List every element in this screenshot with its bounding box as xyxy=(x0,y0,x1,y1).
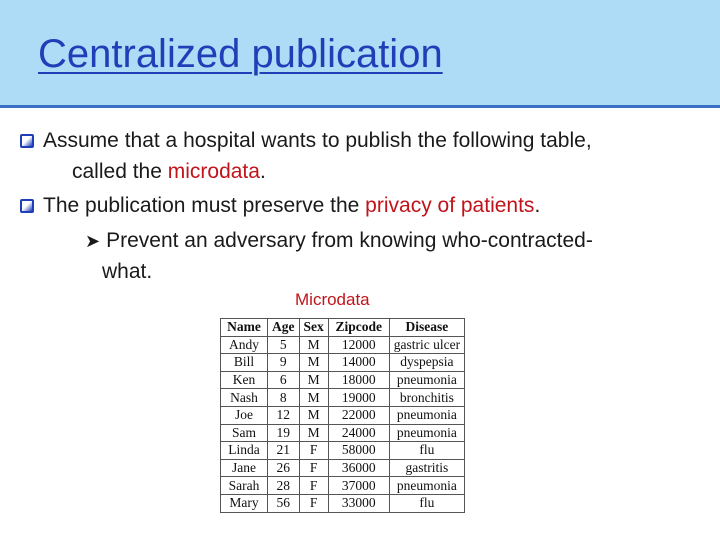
table-cell: F xyxy=(299,494,328,512)
table-cell: 24000 xyxy=(328,424,389,442)
table-cell: 8 xyxy=(268,389,300,407)
table-cell: flu xyxy=(389,494,464,512)
table-cell: 58000 xyxy=(328,442,389,460)
table-cell: Sarah xyxy=(221,477,268,495)
privacy-highlight: privacy of patients xyxy=(365,194,535,217)
bullet-1-line-2 xyxy=(72,157,266,186)
table-cell: gastritis xyxy=(389,459,464,477)
bullet-1-suffix: . xyxy=(259,160,266,183)
table-row xyxy=(221,354,465,372)
bullet-1-prefix: called the xyxy=(72,160,168,183)
table-cell: F xyxy=(299,477,328,495)
table-cell: bronchitis xyxy=(389,389,464,407)
table-cell: M xyxy=(299,389,328,407)
table-cell: 12 xyxy=(268,406,300,424)
slide-title: Centralized publication xyxy=(38,32,443,76)
bullet-1 xyxy=(20,126,592,155)
table-cell: flu xyxy=(389,442,464,460)
table-cell: 26 xyxy=(268,459,300,477)
table-cell: 5 xyxy=(268,336,300,354)
checkbox-bullet-icon xyxy=(20,134,34,148)
table-cell: 21 xyxy=(268,442,300,460)
table-cell: M xyxy=(299,371,328,389)
bullet-1-line-1: Assume that a hospital wants to publish the following table, xyxy=(43,129,592,152)
table-row xyxy=(221,424,465,442)
table-cell: 37000 xyxy=(328,477,389,495)
table-header-row xyxy=(221,319,465,337)
microdata-highlight: microdata xyxy=(167,160,260,183)
table-row xyxy=(221,494,465,512)
column-header: Age xyxy=(268,319,300,337)
table-cell: M xyxy=(299,354,328,372)
table-cell: Joe xyxy=(221,406,268,424)
table-row xyxy=(221,371,465,389)
sub-bullet-line-2: what. xyxy=(102,260,153,283)
table-cell: 19 xyxy=(268,424,300,442)
table-cell: 18000 xyxy=(328,371,389,389)
table-cell: Jane xyxy=(221,459,268,477)
table-cell: 6 xyxy=(268,371,300,389)
table-caption: Microdata xyxy=(295,290,370,309)
column-header: Name xyxy=(221,319,268,337)
table-row xyxy=(221,389,465,407)
sub-bullet-line-1: Prevent an adversary from knowing who-contracted- xyxy=(106,229,593,252)
table-cell: Ken xyxy=(221,371,268,389)
table-cell: 33000 xyxy=(328,494,389,512)
table-cell: 19000 xyxy=(328,389,389,407)
table-row xyxy=(221,406,465,424)
table-cell: Andy xyxy=(221,336,268,354)
table-cell: 22000 xyxy=(328,406,389,424)
table-cell: M xyxy=(299,424,328,442)
bullet-2-suffix: . xyxy=(534,194,541,217)
table-cell: M xyxy=(299,336,328,354)
microdata-table xyxy=(220,318,465,513)
table-cell: 28 xyxy=(268,477,300,495)
arrow-bullet-icon: ➤ xyxy=(85,231,101,251)
table-cell: pneumonia xyxy=(389,477,464,495)
table-row xyxy=(221,459,465,477)
column-header: Zipcode xyxy=(328,319,389,337)
table-cell: Nash xyxy=(221,389,268,407)
checkbox-bullet-icon xyxy=(20,199,34,213)
table-row xyxy=(221,336,465,354)
table-row xyxy=(221,477,465,495)
table-cell: pneumonia xyxy=(389,406,464,424)
table-cell: Bill xyxy=(221,354,268,372)
sub-bullet xyxy=(85,226,593,256)
table-row xyxy=(221,442,465,460)
table-cell: 12000 xyxy=(328,336,389,354)
table-cell: 56 xyxy=(268,494,300,512)
table-cell: Mary xyxy=(221,494,268,512)
table-cell: 36000 xyxy=(328,459,389,477)
column-header: Disease xyxy=(389,319,464,337)
table-cell: dyspepsia xyxy=(389,354,464,372)
slide-header xyxy=(0,0,720,108)
table-cell: M xyxy=(299,406,328,424)
column-header: Sex xyxy=(299,319,328,337)
table-cell: pneumonia xyxy=(389,424,464,442)
table-cell: F xyxy=(299,459,328,477)
table-cell: 14000 xyxy=(328,354,389,372)
table-body xyxy=(221,336,465,512)
bullet-2-prefix: The publication must preserve the xyxy=(43,194,366,217)
table-cell: Sam xyxy=(221,424,268,442)
table-cell: F xyxy=(299,442,328,460)
table-cell: Linda xyxy=(221,442,268,460)
table-cell: pneumonia xyxy=(389,371,464,389)
table-cell: gastric ulcer xyxy=(389,336,464,354)
table-cell: 9 xyxy=(268,354,300,372)
bullet-2 xyxy=(20,191,540,220)
